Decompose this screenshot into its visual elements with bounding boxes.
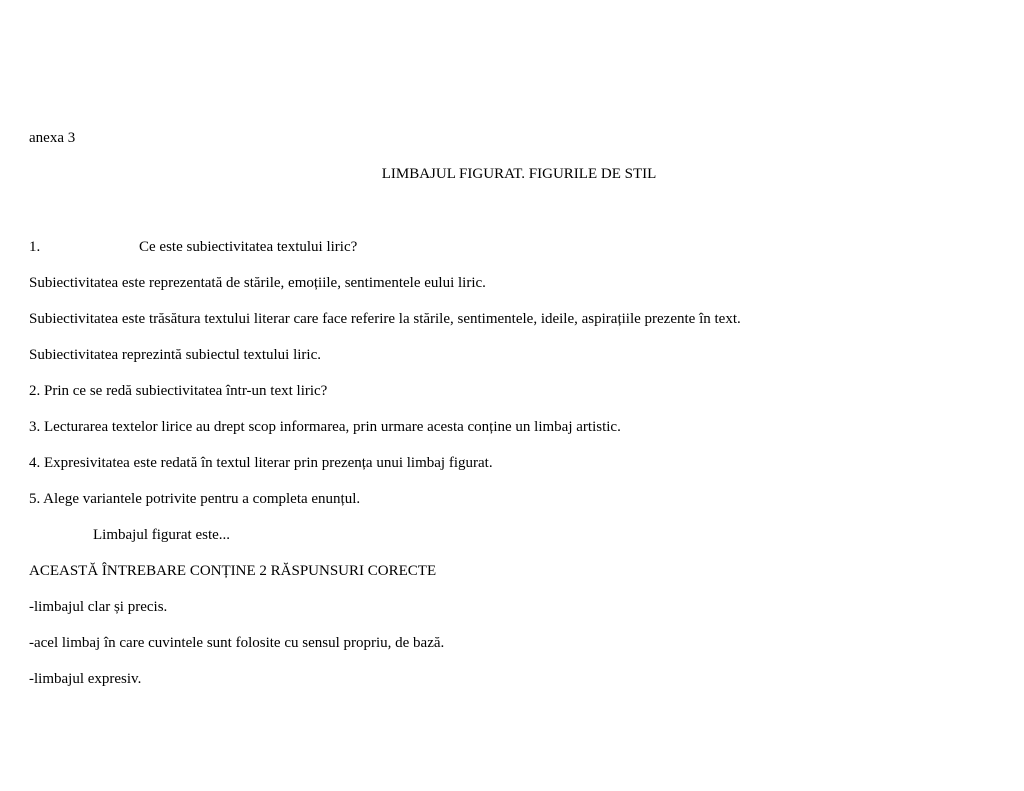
choice-option-3: -limbajul expresiv. [29,671,142,687]
answer-option-2: Subiectivitatea este trăsătura textului literar care face referire la stările, sentimentele, ideile, aspirațiile prezente în text. [29,311,741,327]
question-5-prompt: Limbajul figurat este... [93,527,231,543]
question-1-text: Ce este subiectivitatea textului liric? [139,239,358,255]
question-5-instruction: ACEASTĂ ÎNTREBARE CONȚINE 2 RĂSPUNSURI CORECTE [29,563,437,579]
question-5: 5. Alege variantele potrivite pentru a completa enunțul. [29,491,361,507]
question-3: 3. Lecturarea textelor lirice au drept scop informarea, prin urmare acesta conține un limbaj artistic. [29,419,621,435]
annex-label: anexa 3 [29,130,76,146]
document-title: LIMBAJUL FIGURAT. FIGURILE DE STIL [381,166,657,182]
question-4: 4. Expresivitatea este redată în textul literar prin prezența unui limbaj figurat. [29,455,493,471]
question-2: 2. Prin ce se redă subiectivitatea într-un text liric? [29,383,328,399]
answer-option-3: Subiectivitatea reprezintă subiectul textului liric. [29,347,321,363]
choice-option-2: -acel limbaj în care cuvintele sunt folosite cu sensul propriu, de bază. [29,635,445,651]
question-1-number: 1. [29,239,41,255]
answer-option-1: Subiectivitatea este reprezentată de stările, emoțiile, sentimentele eului liric. [29,275,486,291]
choice-option-1: -limbajul clar și precis. [29,599,168,615]
